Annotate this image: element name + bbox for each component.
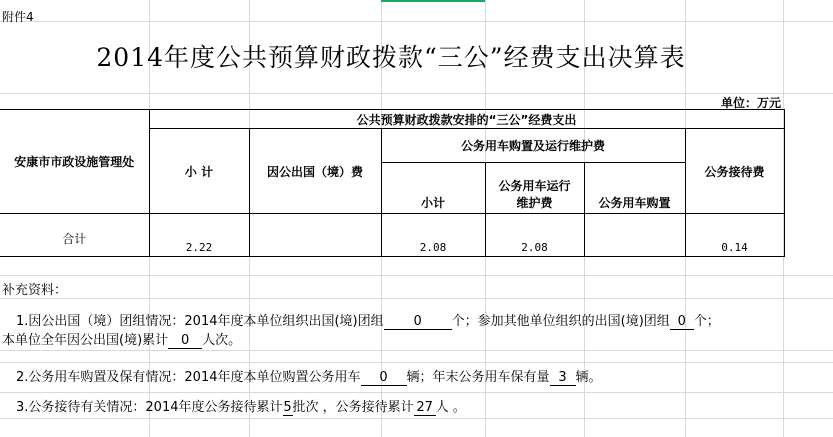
total-label-cell[interactable]: 合计: [0, 214, 149, 257]
note-1-text-d: 本单位全年因公出国(境)累计: [2, 333, 169, 348]
note-1-value-persons: 0: [168, 334, 202, 349]
org-name-cell[interactable]: 安康市市政设施管理处: [0, 110, 149, 214]
vehicle-header-cell[interactable]: 公务用车购置及运行维护费: [381, 129, 685, 163]
note-2-value-purchased: 0: [361, 371, 407, 386]
note-1-text-b: 个；参加其他单位组织的出国(境)团组: [451, 314, 670, 329]
unit-label[interactable]: 单位：万元: [720, 96, 781, 110]
total-subtotal-cell[interactable]: 2.22: [149, 214, 249, 257]
note-1-text-a: 1.因公出国（境）团组情况：2014年度本单位组织出国(境)团组: [16, 314, 384, 329]
note-2-text-a: 2.公务用车购置及保有情况：2014年度本单位购置公务用车: [16, 370, 361, 385]
abroad-header-cell[interactable]: 因公出国（境）费: [249, 129, 381, 214]
grid-row-line: [0, 350, 833, 351]
grid-row-line: [0, 392, 833, 393]
vehicle-subtotal-header-cell[interactable]: 小计: [381, 163, 485, 214]
note-3-value-persons: 27: [414, 401, 436, 416]
expense-table: [0, 109, 785, 257]
attachment-label[interactable]: 附件4: [2, 10, 34, 24]
group-header-cell[interactable]: 公共预算财政拨款安排的“三公”经费支出: [149, 110, 784, 129]
note-3-text-a: 3.公务接待有关情况：2014年度公务接待累计: [16, 400, 283, 415]
note-2-text-c: 辆。: [575, 370, 602, 385]
supplement-label[interactable]: 补充资料：: [2, 283, 68, 298]
grid-row-line: [0, 21, 833, 22]
grid-row-line: [0, 418, 833, 419]
vehicle-run-header-line2: 维护费: [516, 196, 553, 210]
total-vehicle-buy-cell[interactable]: [584, 214, 685, 257]
selected-column-indicator: [381, 0, 485, 2]
note-1-text-e: 人次。: [202, 333, 242, 348]
total-vehicle-subtotal-cell[interactable]: 2.08: [381, 214, 485, 257]
total-vehicle-run-cell[interactable]: 2.08: [485, 214, 584, 257]
note-3-text-c: 人 。: [435, 400, 466, 415]
page-title[interactable]: 2014年度公共预算财政拨款“三公”经费支出决算表: [96, 43, 686, 72]
note-1-value-groups: 0: [384, 315, 452, 330]
total-reception-cell[interactable]: 0.14: [685, 214, 784, 257]
reception-header-cell[interactable]: 公务接待费: [685, 129, 784, 214]
vehicle-buy-header-cell[interactable]: 公务用车购置: [584, 163, 685, 214]
grid-row-line: [0, 275, 833, 276]
note-2-value-owned: 3: [550, 371, 576, 386]
note-1-value-other-groups: 0: [670, 315, 694, 330]
note-3-text-b: 批次 ，公务接待累计: [292, 400, 414, 415]
grid-row-line: [0, 362, 833, 363]
note-1-text-c: 个；: [693, 314, 720, 329]
note-1-line-1[interactable]: [16, 310, 720, 330]
total-abroad-cell[interactable]: [249, 214, 381, 257]
note-3[interactable]: [16, 396, 466, 416]
vehicle-run-header-cell[interactable]: [485, 163, 584, 214]
vehicle-run-header-line1: 公务用车运行: [498, 179, 571, 193]
note-1-line-2[interactable]: [2, 329, 241, 349]
subtotal-header-cell[interactable]: 小 计: [149, 129, 249, 214]
grid-row-line: [0, 298, 833, 299]
grid-row-line: [0, 93, 833, 94]
note-2[interactable]: [16, 366, 602, 386]
note-3-value-batches: 5: [283, 400, 292, 415]
note-2-text-b: 辆；年末公务用车保有量: [406, 370, 550, 385]
